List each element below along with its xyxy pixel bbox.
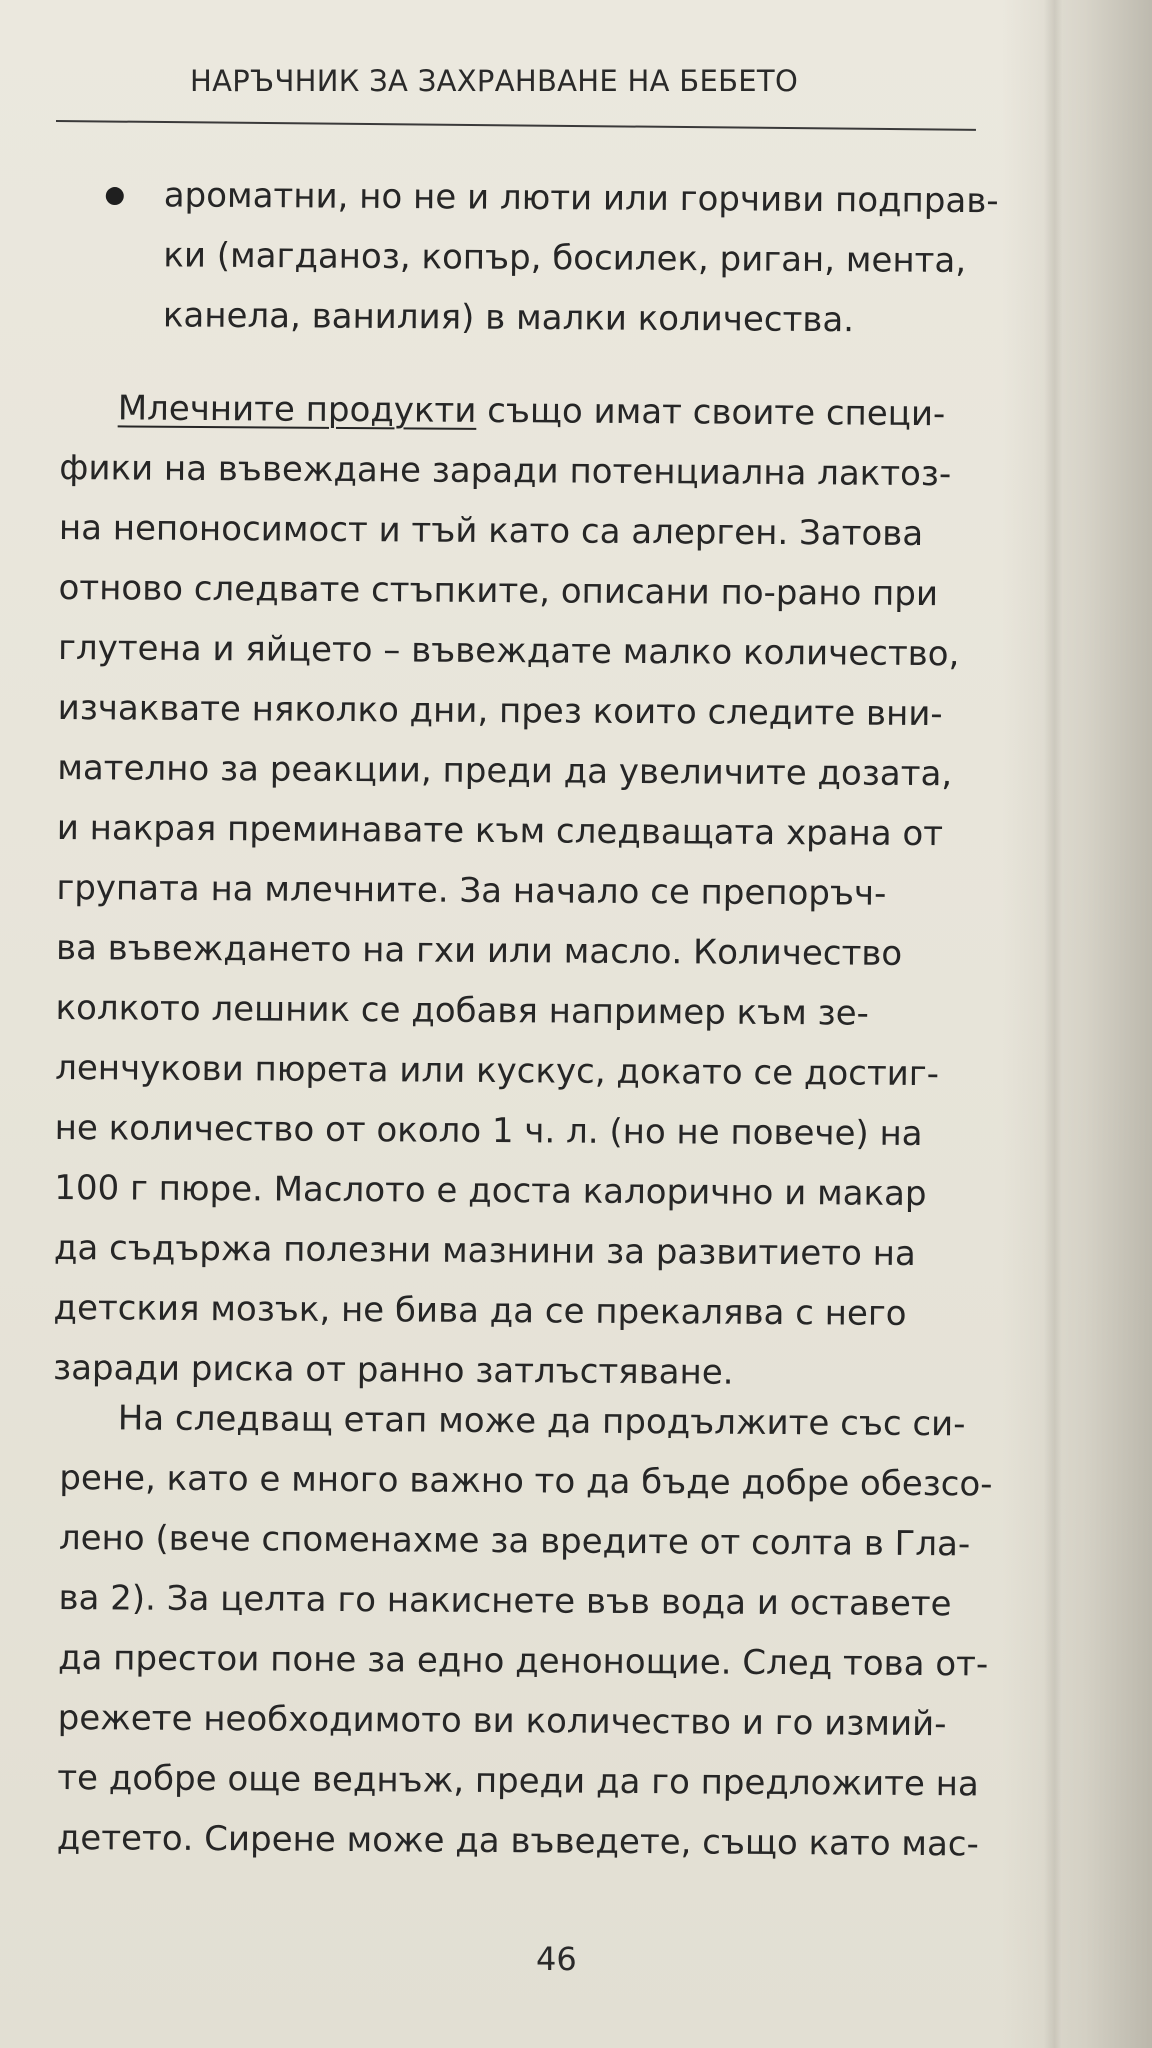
paragraph-line: и накрая преминавате към следващата храна от — [56, 807, 944, 855]
underlined-term: Млечните продукти — [117, 388, 477, 431]
paragraph-line: ва 2). За целта го накиснете във вода и оставете — [58, 1577, 952, 1625]
paragraph-line-rest: също имат своите специ- — [476, 390, 946, 435]
paragraph-cheese — [57, 1388, 1010, 1875]
paragraph-line: да престои поне за едно денонощие. След това от- — [57, 1637, 989, 1685]
paragraph-dairy-products — [53, 378, 1010, 1405]
header-rule — [56, 120, 976, 131]
paragraph-line: глутена и яйцето – въвеждате малко количество, — [57, 627, 960, 675]
paragraph-line: ва въвеждането на гхи или масло. Количество — [55, 927, 903, 974]
paragraph-line — [60, 378, 1010, 445]
bullet-text — [162, 165, 999, 351]
paragraph-line: изчаквате няколко дни, през които следите вни- — [57, 687, 943, 735]
paragraph-line: режете необходимото ви количество и го измий- — [57, 1697, 947, 1745]
paragraph-line: фики на въвеждане заради потенциална лактоз- — [59, 447, 952, 495]
bullet-line: канела, ванилия) в малки количества. — [162, 295, 855, 341]
paragraph-line: колкото лешник се добавя например към зе- — [55, 987, 870, 1034]
paragraph-line: да съдържа полезни мазнини за развитието на — [53, 1227, 916, 1274]
paragraph-line: лено (вече споменахме за вредите от солта в Гла- — [58, 1517, 971, 1565]
paragraph-line: На следващ етап може да продължите със си- — [117, 1398, 966, 1445]
paragraph-line: на непоносимост и тъй като са алерген. Затова — [58, 507, 924, 555]
bullet-line: ароматни, но не и люти или горчиви подправ- — [163, 175, 999, 222]
paragraph-line: рене, като е много важно то да бъде добре обезсо- — [59, 1457, 993, 1505]
paragraph-line: те добре още веднъж, преди да го предложите на — [57, 1757, 979, 1805]
paragraph-line: групата на млечните. За начало се препоръч- — [56, 867, 887, 914]
paragraph-line: не количество от около 1 ч. л. (но не повече) на — [54, 1107, 923, 1155]
paragraph-line: детския мозък, не бива да се прекалява с него — [53, 1287, 907, 1334]
paragraph-line: ленчукови пюрета или кускус, докато се достиг- — [55, 1047, 940, 1095]
paragraph-line: отново следвате стъпките, описани по-рано при — [58, 567, 939, 615]
running-title: НАРЪЧНИК ЗА ЗАХРАНВАНЕ НА БЕБЕТО — [190, 64, 799, 98]
paragraph-line: заради риска от ранно затлъстяване. — [52, 1347, 734, 1393]
bullet-line: ки (магданоз, копър, босилек, риган, мента, — [163, 235, 967, 281]
page-shadow — [1002, 0, 1152, 2048]
paragraph-line: мателно за реакции, преди да увеличите дозата, — [57, 747, 953, 795]
bullet-dot-icon — [106, 187, 124, 205]
paragraph-line: 100 г пюре. Маслото е доста калорично и макар — [54, 1167, 927, 1215]
paragraph-line: детето. Сирене може да въведете, също като мас- — [56, 1817, 979, 1865]
page-number: 46 — [536, 1940, 577, 1978]
bullet-item — [107, 165, 999, 351]
